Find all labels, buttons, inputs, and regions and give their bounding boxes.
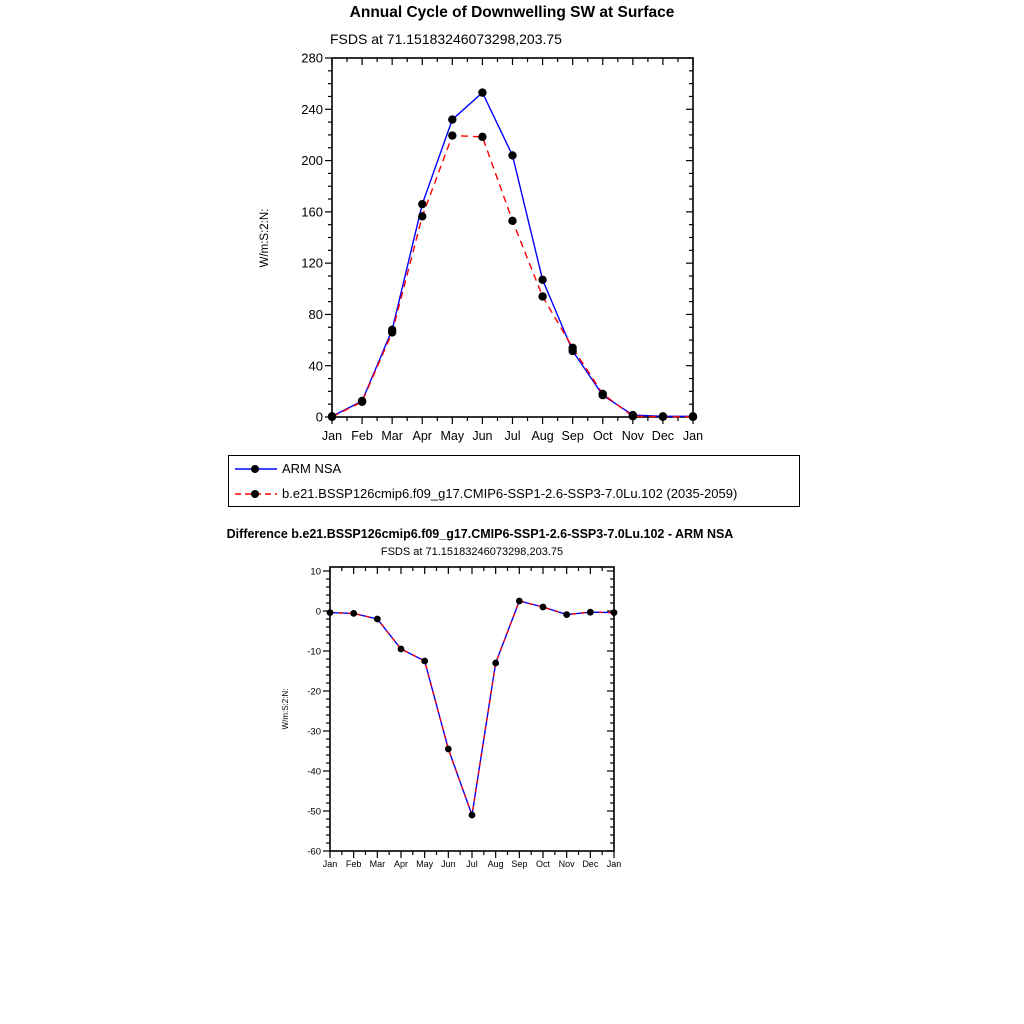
svg-text:Nov: Nov [621, 429, 644, 443]
svg-text:Jan: Jan [321, 429, 343, 443]
svg-text:-50: -50 [307, 806, 321, 818]
svg-text:0: 0 [315, 606, 321, 618]
diff-chart-title: Difference b.e21.BSSP126cmip6.f09_g17.CMIP6-SSP1-2.6-SSP3-7.0Lu.102 - ARM NSA [226, 527, 734, 541]
svg-text:W/m:S:2:N:: W/m:S:2:N: [259, 208, 271, 268]
top-chart-title: Annual Cycle of Downwelling SW at Surface [349, 4, 675, 21]
svg-text:Oct: Oct [593, 429, 613, 443]
svg-text:Apr: Apr [412, 429, 432, 443]
svg-text:May: May [416, 859, 434, 869]
svg-text:Jun: Jun [472, 429, 493, 443]
svg-text:Dec: Dec [582, 859, 599, 869]
svg-text:Jan: Jan [322, 859, 338, 869]
diff-chart-subtitle: FSDS at 71.15183246073298,203.75 [380, 546, 564, 558]
legend-label-model: b.e21.BSSP126cmip6.f09_g17.CMIP6-SSP1-2.6-SSP3-7.0Lu.102 (2035-2059) [282, 486, 738, 501]
svg-text:Dec: Dec [651, 429, 675, 443]
svg-text:Feb: Feb [351, 429, 373, 443]
svg-text:-60: -60 [307, 846, 321, 858]
svg-text:May: May [440, 429, 465, 443]
svg-text:80: 80 [308, 306, 323, 322]
svg-text:Sep: Sep [561, 429, 584, 443]
legend-dashed-line-icon [233, 487, 279, 501]
svg-text:0: 0 [315, 409, 323, 425]
svg-text:Oct: Oct [535, 859, 551, 869]
svg-text:Jan: Jan [682, 429, 704, 443]
svg-text:Sep: Sep [511, 859, 528, 869]
svg-text:Nov: Nov [558, 859, 575, 869]
svg-text:Aug: Aug [487, 859, 504, 869]
svg-text:120: 120 [301, 255, 323, 271]
svg-text:Jul: Jul [466, 859, 478, 869]
legend [228, 455, 800, 507]
svg-text:Jun: Jun [441, 859, 456, 869]
svg-text:40: 40 [308, 358, 323, 374]
svg-text:Jan: Jan [606, 859, 622, 869]
svg-text:-20: -20 [307, 686, 321, 698]
svg-text:280: 280 [301, 50, 323, 66]
top-chart-subtitle: FSDS at 71.15183246073298,203.75 [330, 31, 562, 47]
svg-text:Mar: Mar [369, 859, 386, 869]
svg-text:160: 160 [301, 204, 323, 220]
svg-text:W/m:S:2:N:: W/m:S:2:N: [281, 688, 290, 730]
svg-text:10: 10 [310, 566, 321, 578]
svg-text:Feb: Feb [345, 859, 362, 869]
svg-text:Apr: Apr [393, 859, 409, 869]
svg-text:-40: -40 [307, 766, 321, 778]
legend-solid-line-icon [233, 462, 279, 476]
legend-item-arm-nsa [229, 457, 799, 481]
legend-label-arm-nsa: ARM NSA [282, 461, 342, 476]
legend-item-model [229, 482, 799, 506]
svg-text:Aug: Aug [531, 429, 554, 443]
svg-text:200: 200 [301, 153, 323, 169]
svg-text:-30: -30 [307, 726, 321, 738]
svg-text:Jul: Jul [504, 429, 521, 443]
svg-text:240: 240 [301, 101, 323, 117]
svg-text:-10: -10 [307, 646, 321, 658]
svg-text:Mar: Mar [381, 429, 403, 443]
